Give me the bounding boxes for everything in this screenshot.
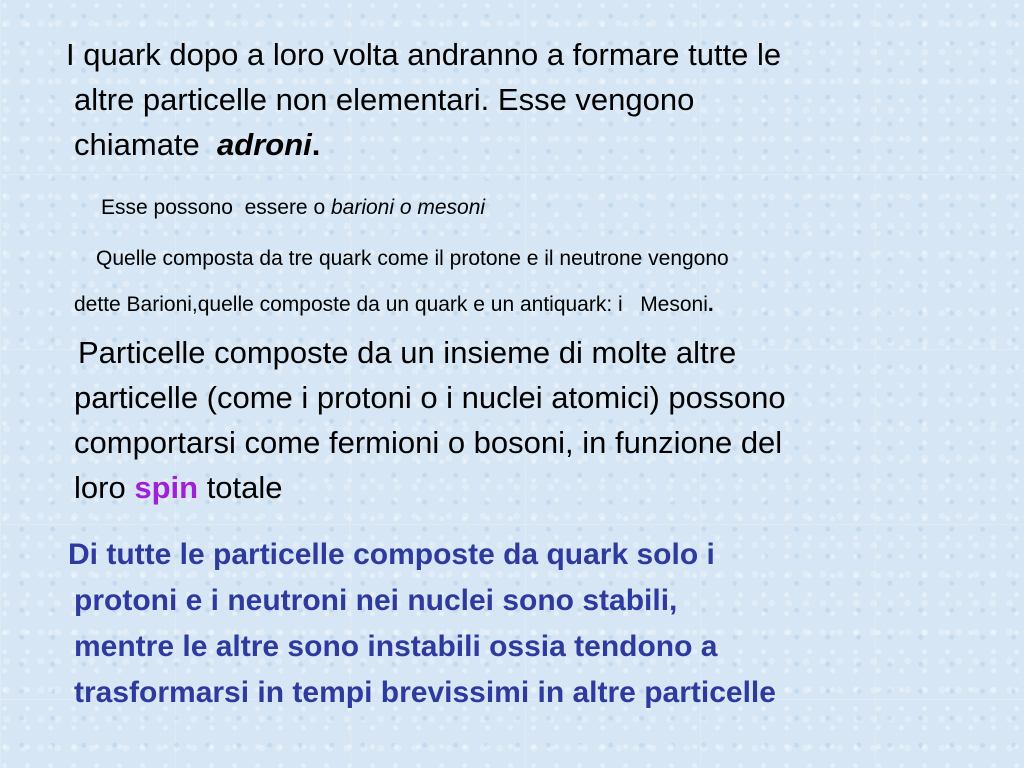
- paragraph-barioni-mesoni: [101, 193, 981, 223]
- p3-line2: [74, 282, 1014, 328]
- barioni-mesoni-emphasis: barioni o mesoni: [330, 196, 486, 219]
- p4-line4: [74, 465, 1019, 510]
- p5-line3: mentre le altre sono instabili ossia tendono a: [74, 630, 718, 663]
- p3-line1: Quelle composta da tre quark come il protone e il neutrone vengono: [96, 247, 729, 270]
- p1-line3: [74, 122, 1014, 167]
- p1-line2: altre particelle non elementari. Esse vengono: [74, 82, 695, 117]
- paragraph-stability: [68, 532, 1019, 716]
- spin-highlight: spin: [134, 470, 199, 505]
- p1-line3-end: .: [311, 127, 321, 162]
- p4-line2: particelle (come i protoni o i nuclei atomici) possono: [74, 380, 786, 415]
- p5-line2: protoni e i neutroni nei nuclei sono stabili,: [74, 584, 678, 617]
- p3-line2-end: .: [707, 293, 714, 316]
- p3-line2-text: dette Barioni,quelle composte da un quark e un antiquark: i Mesoni: [74, 293, 708, 316]
- p4-line1: Particelle composte da un insieme di molte altre: [78, 335, 737, 370]
- p4-line3: comportarsi come fermioni o bosoni, in funzione del: [74, 425, 783, 460]
- p1-line1: I quark dopo a loro volta andranno a formare tutte le: [66, 37, 782, 72]
- p1-line3-text: chiamate: [74, 127, 200, 162]
- p2-text: Esse possono essere o: [101, 196, 326, 219]
- p4-line4-start: loro: [74, 470, 126, 505]
- paragraph-quark-adroni: [66, 32, 1014, 167]
- p5-line4: trasformarsi in tempi brevissimi in altre particelle: [74, 676, 776, 709]
- p5-line1: Di tutte le particelle composte da quark solo i: [68, 538, 715, 571]
- paragraph-spin: [74, 330, 1019, 510]
- p4-line4-end: totale: [206, 470, 283, 505]
- paragraph-barioni-definition: [74, 236, 1014, 328]
- adroni-emphasis: adroni: [217, 127, 312, 162]
